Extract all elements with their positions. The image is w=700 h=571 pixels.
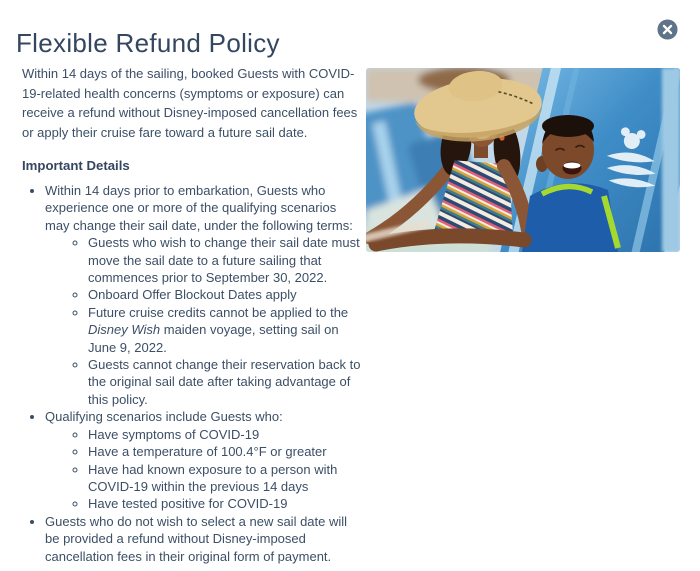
important-details-heading: Important Details (22, 158, 130, 173)
sub-item-text-pre: Future cruise credits cannot be applied to the (88, 304, 349, 320)
details-list (22, 182, 364, 565)
list-item (45, 182, 364, 408)
photo-illustration (366, 68, 680, 252)
sub-list-item (88, 304, 364, 356)
policy-photo (366, 68, 680, 252)
sub-list-item: ◦ Guests cannot change their reservation back to the original sail date after taking advantage of this policy. (88, 356, 364, 408)
sub-list-item: ◦ Guests who wish to change their sail date must move the sail date to a future sailing that commences prior to September 30, 2022. (88, 234, 364, 286)
close-button[interactable] (657, 19, 678, 40)
sub-list (45, 426, 364, 513)
ship-name-italic: Disney Wish (88, 322, 161, 338)
intro-paragraph: Within 14 days of the sailing, booked Guests with COVID-19-related health concerns (symptoms or exposure) can receive a refund without Disney-imposed cancellation fees or apply their cruise fare toward a future sail date. (22, 66, 358, 140)
policy-content (22, 64, 364, 565)
list-item-text: Qualifying scenarios include Guests who: (45, 409, 283, 425)
list-item (45, 408, 364, 512)
close-icon (657, 19, 678, 40)
sub-item-text-post: maiden voyage, setting sail on June 9, 2022. (88, 322, 339, 355)
list-item: • Guests who do not wish to select a new sail date will be provided a refund without Disney-imposed cancellation fees in their original form of payment. (45, 513, 364, 565)
list-item-text: Within 14 days prior to embarkation, Guests who experience one or more of the qualifying scenarios may change their sail date, under the following terms: (45, 183, 353, 233)
page-title: Flexible Refund Policy (16, 28, 280, 59)
sub-list-item: ◦ Have had known exposure to a person with COVID-19 within the previous 14 days (88, 461, 364, 496)
sub-list-item: ◦ Onboard Offer Blockout Dates apply (88, 286, 364, 303)
sub-list (45, 234, 364, 408)
sub-list-item: ◦ Have tested positive for COVID-19 (88, 495, 364, 512)
sub-list-item: ◦ Have symptoms of COVID-19 (88, 426, 364, 443)
sub-list-item: ◦ Have a temperature of 100.4°F or greater (88, 443, 364, 460)
